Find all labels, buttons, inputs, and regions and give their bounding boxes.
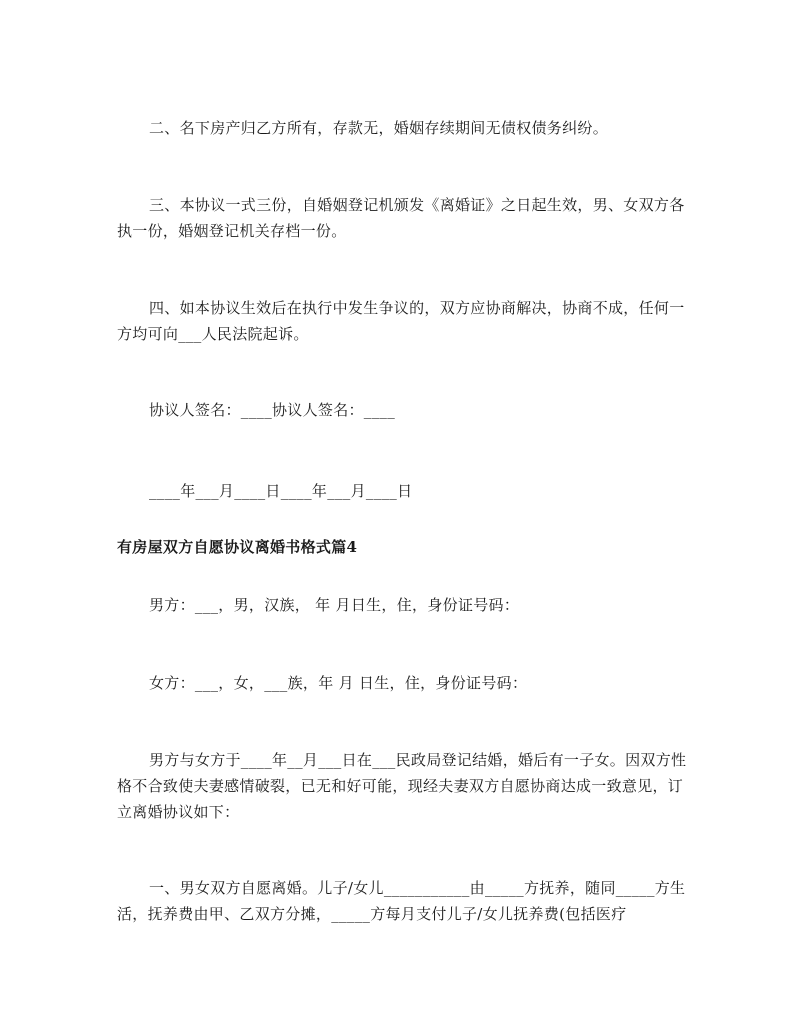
paragraph-woman-info: 女方：___，女，___族，年 月 日生，住，身份证号码：	[149, 674, 528, 692]
paragraph-item-3: 三、本协议一式三份，自婚姻登记机颁发《离婚证》之日起生效，男、女双方各执一份，婚姻登记机关存档一份。	[117, 196, 685, 240]
paragraph-item-4: 四、如本协议生效后在执行中发生争议的，双方应协商解决，协商不成，任何一方均可向___人民法院起诉。	[117, 299, 685, 343]
paragraph-item-1: 一、男女双方自愿离婚。儿子/女儿___________由_____方抚养，随同_____方生活，抚养费由甲、乙双方分摊，_____方每月支付儿子/女儿抚养费(包括医疗	[117, 879, 686, 923]
paragraph-intro: 男方与女方于____年__月___日在___民政局登记结婚，婚后有一子女。因双方性格不合致使夫妻感情破裂，已无和好可能，现经夫妻双方自愿协商达成一致意见，订立离婚协议如下：	[117, 751, 687, 821]
paragraph-date: ____年___月____日____年___月____日	[149, 482, 413, 500]
paragraph-man-info: 男方：___，男，汉族， 年 月日生，住，身份证号码：	[149, 596, 520, 614]
section-heading: 有房屋双方自愿协议离婚书格式篇4	[117, 538, 358, 556]
paragraph-item-2: 二、名下房产归乙方所有，存款无，婚姻存续期间无债权债务纠纷。	[149, 119, 609, 137]
paragraph-signatures: 协议人签名：____协议人签名：____	[149, 401, 396, 419]
